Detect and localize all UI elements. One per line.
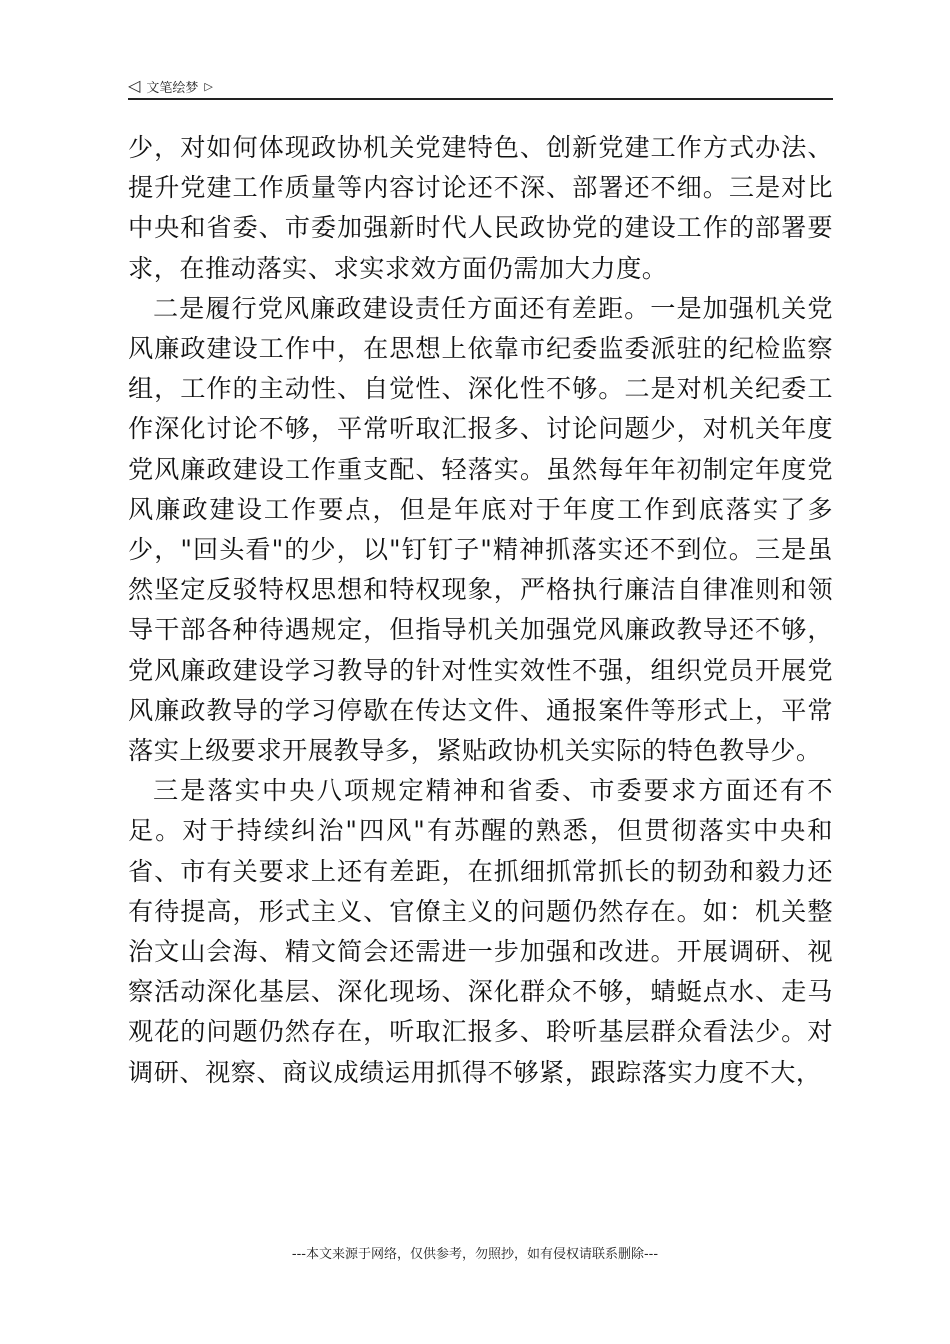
footer-notice: ---本文来源于网络，仅供参考，勿照抄，如有侵权请联系删除--- — [291, 1247, 659, 1262]
triangle-left-icon: ◁ — [128, 76, 141, 95]
document-body — [128, 128, 833, 1093]
triangle-right-icon: ▷ — [204, 79, 213, 93]
page-header — [128, 74, 833, 100]
paragraph-continued: 少，对如何体现政协机关党建特色、创新党建工作方式办法、提升党建工作质量等内容讨论还不深、部署还不细。三是对比中央和省委、市委加强新时代人民政协党的建设工作的部署要求，在推动落实、求实求效方面仍需加大力度。 — [128, 133, 833, 283]
paragraph-eight-rules: 三是落实中央八项规定精神和省委、市委要求方面还有不足。对于持续纠治"四风"有苏醒的熟悉，但贯彻落实中央和省、市有关要求上还有差距，在抓细抓常抓长的韧劲和毅力还有待提高，形式主义、官僚主义的问题仍然存在。如：机关整治文山会海、精文简会还需进一步加强和改进。开展调研、视察活动深化基层、深化现场、深化群众不够，蜻蜓点水、走马观花的问题仍然存在，听取汇报多、聆听基层群众看法少。对调研、视察、商议成绩运用抓得不够紧，跟踪落实力度不大， — [128, 776, 833, 1087]
paragraph-responsibility: 二是履行党风廉政建设责任方面还有差距。一是加强机关党风廉政建设工作中，在思想上依靠市纪委监委派驻的纪检监察组，工作的主动性、自觉性、深化性不够。二是对机关纪委工作深化讨论不够，平常听取汇报多、讨论问题少，对机关年度党风廉政建设工作重支配、轻落实。虽然每年年初制定年度党风廉政建设工作要点，但是年底对于年度工作到底落实了多少，"回头看"的少，以"钉钉子"精神抓落实还不到位。三是虽然坚定反驳特权思想和特权现象，严格执行廉洁自律准则和领导干部各种待遇规定，但指导机关加强党风廉政教导还不够，党风廉政建设学习教导的针对性实效性不强，组织党员开展党风廉政教导的学习停歇在传达文件、通报案件等形式上，平常落实上级要求开展教导多，紧贴政协机关实际的特色教导少。 — [128, 293, 833, 766]
header-brand: 文笔绘梦 — [146, 80, 199, 96]
